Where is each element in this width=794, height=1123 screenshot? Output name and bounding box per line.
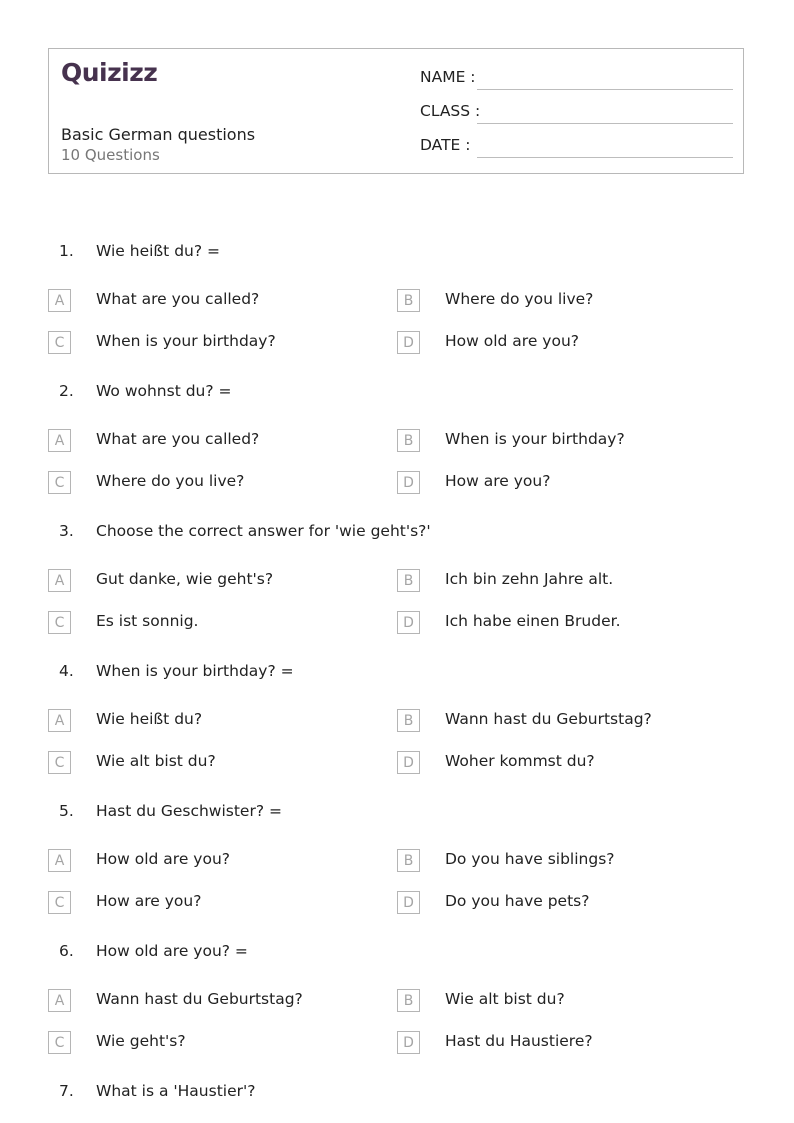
question-number: 7.: [59, 1082, 74, 1100]
option-a-text: Wie heißt du?: [96, 710, 203, 728]
option-c-checkbox[interactable]: C: [48, 611, 71, 634]
option-b-checkbox[interactable]: B: [397, 429, 420, 452]
option-b-text: Wann hast du Geburtstag?: [445, 710, 652, 728]
option-b-checkbox[interactable]: B: [397, 289, 420, 312]
option-a-checkbox[interactable]: A: [48, 989, 71, 1012]
class-label: CLASS :: [420, 102, 481, 120]
option-a-checkbox[interactable]: A: [48, 849, 71, 872]
option-c-text: Wie alt bist du?: [96, 752, 216, 770]
option-a-checkbox[interactable]: A: [48, 569, 71, 592]
name-label: NAME :: [420, 68, 476, 86]
option-b-text: Ich bin zehn Jahre alt.: [445, 570, 614, 588]
option-c-text: Wie geht's?: [96, 1032, 186, 1050]
option-b-checkbox[interactable]: B: [397, 989, 420, 1012]
option-a-text: How old are you?: [96, 850, 230, 868]
question-text: Wo wohnst du? =: [96, 382, 232, 400]
option-c-text: Where do you live?: [96, 472, 245, 490]
option-c-checkbox[interactable]: C: [48, 1031, 71, 1054]
option-c-checkbox[interactable]: C: [48, 751, 71, 774]
option-d-text: How old are you?: [445, 332, 579, 350]
option-d-text: Hast du Haustiere?: [445, 1032, 593, 1050]
option-c-checkbox[interactable]: C: [48, 471, 71, 494]
option-c-text: When is your birthday?: [96, 332, 276, 350]
option-d-text: Do you have pets?: [445, 892, 590, 910]
question-number: 3.: [59, 522, 74, 540]
question-number: 4.: [59, 662, 74, 680]
option-d-checkbox[interactable]: D: [397, 891, 420, 914]
option-a-text: What are you called?: [96, 290, 260, 308]
option-b-checkbox[interactable]: B: [397, 709, 420, 732]
date-line[interactable]: [477, 157, 733, 158]
name-line[interactable]: [477, 89, 733, 90]
question-number: 5.: [59, 802, 74, 820]
option-d-checkbox[interactable]: D: [397, 751, 420, 774]
date-field[interactable]: [420, 136, 733, 160]
question-number: 2.: [59, 382, 74, 400]
option-d-checkbox[interactable]: D: [397, 331, 420, 354]
option-b-text: When is your birthday?: [445, 430, 625, 448]
option-d-text: How are you?: [445, 472, 551, 490]
name-field[interactable]: [420, 68, 733, 92]
question-count: 10 Questions: [61, 146, 160, 164]
question-text: Wie heißt du? =: [96, 242, 220, 260]
option-a-checkbox[interactable]: A: [48, 709, 71, 732]
option-c-checkbox[interactable]: C: [48, 331, 71, 354]
worksheet-header: [48, 48, 744, 174]
option-b-checkbox[interactable]: B: [397, 569, 420, 592]
option-a-text: Wann hast du Geburtstag?: [96, 990, 303, 1008]
option-c-text: How are you?: [96, 892, 202, 910]
class-line[interactable]: [477, 123, 733, 124]
option-c-checkbox[interactable]: C: [48, 891, 71, 914]
option-d-text: Woher kommst du?: [445, 752, 595, 770]
option-b-text: Where do you live?: [445, 290, 594, 308]
option-c-text: Es ist sonnig.: [96, 612, 199, 630]
question-number: 1.: [59, 242, 74, 260]
option-b-text: Do you have siblings?: [445, 850, 615, 868]
question-text: Hast du Geschwister? =: [96, 802, 282, 820]
option-d-checkbox[interactable]: D: [397, 1031, 420, 1054]
question-text: What is a 'Haustier'?: [96, 1082, 256, 1100]
option-d-text: Ich habe einen Bruder.: [445, 612, 621, 630]
option-a-text: Gut danke, wie geht's?: [96, 570, 274, 588]
option-b-text: Wie alt bist du?: [445, 990, 565, 1008]
option-a-checkbox[interactable]: A: [48, 289, 71, 312]
option-d-checkbox[interactable]: D: [397, 471, 420, 494]
quizizz-logo: Quizizz: [61, 58, 158, 87]
worksheet-title: Basic German questions: [61, 125, 256, 144]
option-a-text: What are you called?: [96, 430, 260, 448]
question-text: Choose the correct answer for 'wie geht's?': [96, 522, 431, 540]
option-b-checkbox[interactable]: B: [397, 849, 420, 872]
question-text: How old are you? =: [96, 942, 248, 960]
class-field[interactable]: [420, 102, 733, 126]
date-label: DATE :: [420, 136, 471, 154]
question-text: When is your birthday? =: [96, 662, 294, 680]
question-number: 6.: [59, 942, 74, 960]
option-d-checkbox[interactable]: D: [397, 611, 420, 634]
option-a-checkbox[interactable]: A: [48, 429, 71, 452]
